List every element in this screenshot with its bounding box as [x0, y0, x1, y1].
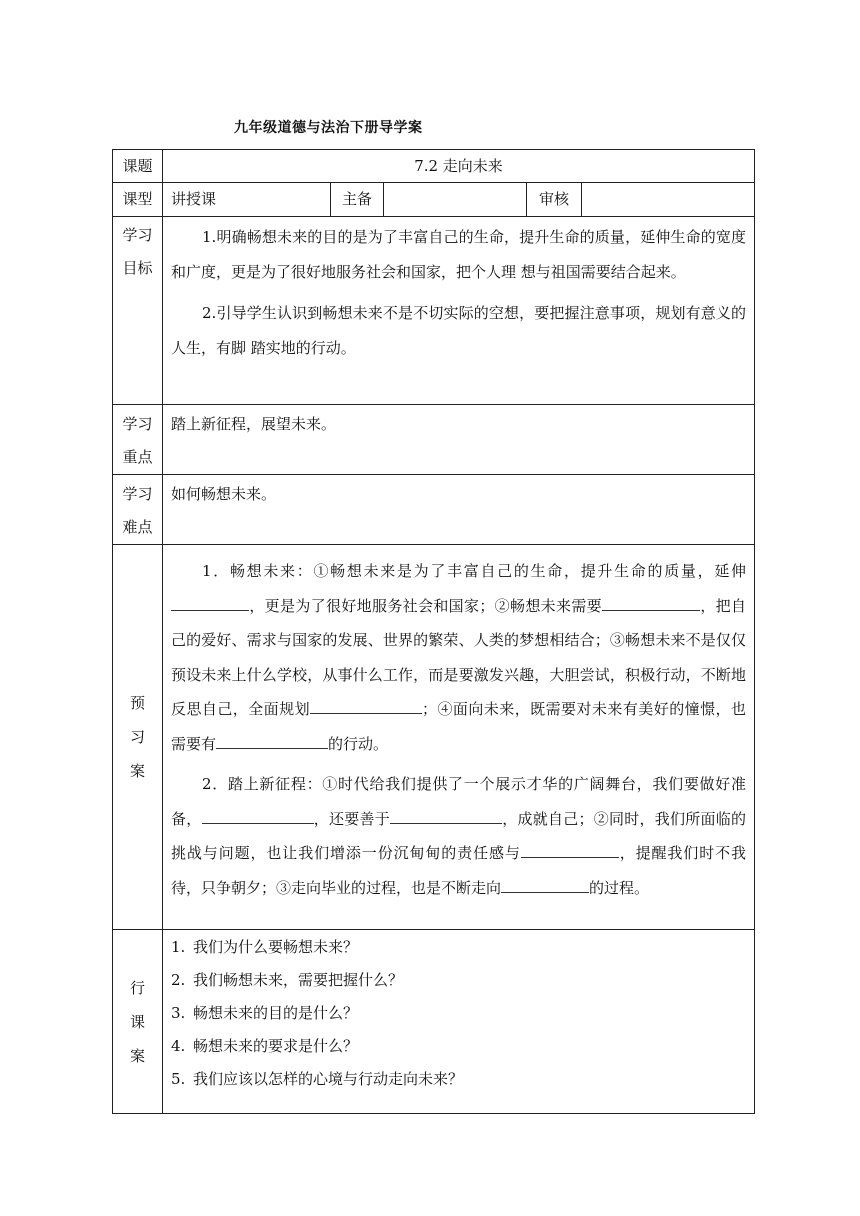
document-title: 九年级道德与法治下册导学案 [234, 120, 423, 136]
lead-teacher-value [384, 183, 527, 217]
topic-value: 7.2 走向未来 [163, 150, 755, 183]
fill-blank-3[interactable] [310, 695, 422, 714]
preview-label-char3: 案 [129, 762, 145, 780]
preview-label [113, 545, 163, 930]
practice-label-char3: 案 [129, 1046, 145, 1065]
difficulty-label-line1: 学习 [122, 485, 153, 503]
question-item-3: 3. 畅想未来的目的是什么？ [171, 1004, 359, 1022]
objective-item-2: 2.引导学生认识到畅想未来不是不切实际的空想，要把握注意事项，规划有意义的人生，有脚 踏实地的行动。 [171, 304, 747, 357]
row-practice [113, 930, 755, 1114]
key-points-label-line1: 学习 [122, 415, 153, 433]
difficulty-label [113, 475, 163, 545]
question-item-1: 1. 我们为什么要畅想未来？ [171, 938, 359, 956]
objectives-content [163, 217, 755, 405]
practice-label-char1: 行 [129, 978, 145, 997]
row-objectives [113, 217, 755, 405]
preview-paragraph-2: 2．踏上新征程：①时代给我们提供了一个展示才华的广阔舞台，我们要做好准备， ，还要善于 ，成就自己；②同时，我们所面临的挑战与问题，也让我们增添一份沉甸甸的责任感与 ，提醒我们时不我待，只争朝夕；③走向毕业的过程，也是不断走向 的过程。 [171, 775, 747, 897]
topic-label: 课题 [113, 150, 163, 183]
objectives-label [113, 217, 163, 405]
key-points-label [113, 405, 163, 475]
fill-blank-7[interactable] [521, 839, 619, 858]
lesson-type-label: 课型 [113, 183, 163, 217]
practice-label [113, 930, 163, 1114]
lesson-type-value: 讲授课 [163, 183, 331, 217]
objectives-label-line2: 目标 [122, 259, 153, 277]
preview-paragraph-1: 1．畅想未来：①畅想未来是为了丰富自己的生命，提升生命的质量，延伸，更是为了很好地服务社会和国家；②畅想未来需要 ，把自己的爱好、需求与国家的发展、世界的繁荣、人类的梦想相结合；③畅想未来不是仅仅预设未来上什么学校，从事什么工作，而是要激发兴趣，大胆尝试，积极行动，不断地反思自己，全面规划 ；④面向未来，既需要对未来有美好的憧憬，也需要有 的行动。 [171, 562, 747, 753]
objectives-label-line1: 学习 [122, 226, 153, 244]
practice-questions [163, 930, 755, 1114]
row-difficulty [113, 475, 755, 545]
question-item-2: 2. 我们畅想未来，需要把握什么？ [171, 971, 404, 989]
fill-blank-2[interactable] [602, 592, 700, 611]
lead-teacher-label: 主备 [331, 183, 384, 217]
lesson-plan-table [112, 149, 755, 1114]
preview-content [163, 545, 755, 930]
preview-label-char2: 习 [129, 728, 145, 746]
key-points-label-line2: 重点 [122, 448, 153, 466]
difficulty-value: 如何畅想未来。 [163, 475, 755, 545]
fill-blank-5[interactable] [202, 805, 314, 824]
row-key-points [113, 405, 755, 475]
fill-blank-6[interactable] [390, 805, 502, 824]
row-topic [113, 150, 755, 183]
question-item-4: 4. 畅想未来的要求是什么？ [171, 1037, 359, 1055]
fill-blank-8[interactable] [501, 874, 589, 893]
row-lesson-type [113, 183, 755, 217]
reviewer-label: 审核 [527, 183, 582, 217]
row-preview [113, 545, 755, 930]
question-item-5: 5. 我们应该以怎样的心境与行动走向未来？ [171, 1070, 464, 1088]
fill-blank-4[interactable] [216, 730, 328, 749]
fill-blank-1[interactable] [171, 592, 249, 611]
reviewer-value [582, 183, 755, 217]
objective-item-1: 1.明确畅想未来的目的是为了丰富自己的生命，提升生命的质量，延伸生命的宽度和广度，更是为了很好地服务社会和国家，把个人理 想与祖国需要结合起来。 [171, 228, 747, 281]
practice-label-char2: 课 [129, 1012, 145, 1031]
preview-label-char1: 预 [129, 694, 145, 712]
difficulty-label-line2: 难点 [122, 518, 153, 536]
key-points-value: 踏上新征程，展望未来。 [163, 405, 755, 475]
